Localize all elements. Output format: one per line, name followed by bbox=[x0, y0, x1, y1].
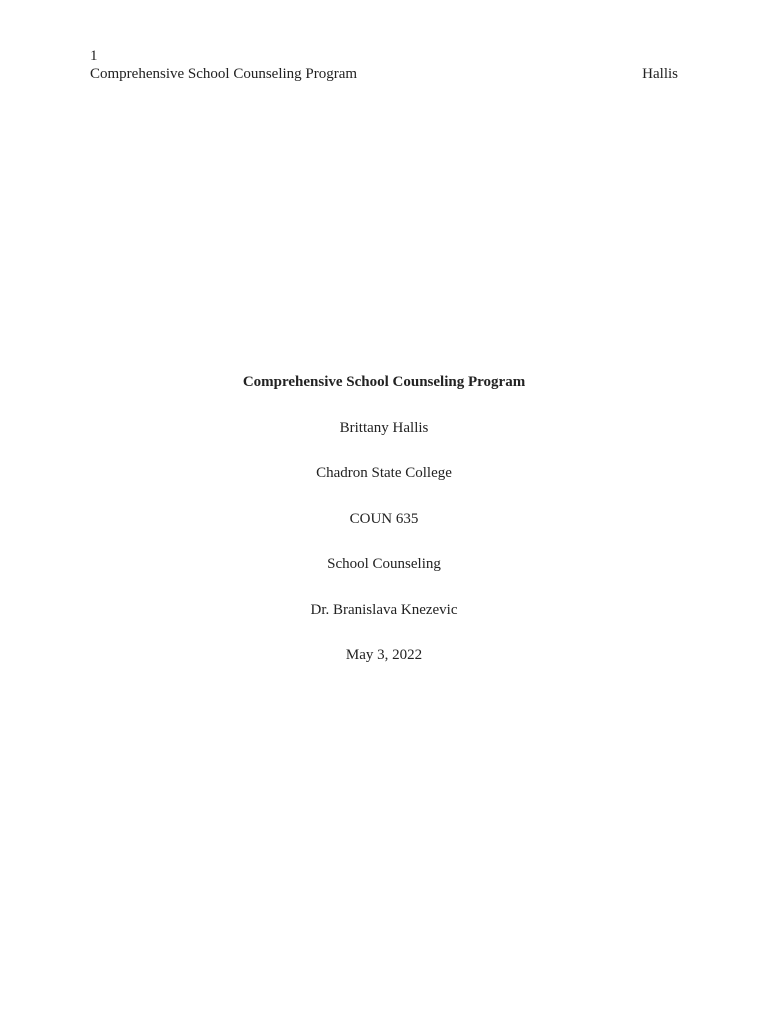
paper-title: Comprehensive School Counseling Program bbox=[242, 374, 526, 390]
running-head-author: Hallis bbox=[642, 66, 678, 82]
course-number: COUN 635 bbox=[349, 510, 419, 527]
page-number: 1 bbox=[90, 48, 98, 64]
author-name: Brittany Hallis bbox=[339, 419, 429, 436]
institution-name: Chadron State College bbox=[316, 465, 452, 481]
running-head-title: Comprehensive School Counseling Program bbox=[90, 66, 358, 82]
course-name: School Counseling bbox=[327, 556, 441, 572]
title-block bbox=[0, 372, 768, 691]
instructor-name: Dr. Branislava Knezevic bbox=[310, 601, 458, 618]
running-head bbox=[90, 65, 678, 83]
submission-date: May 3, 2022 bbox=[345, 647, 423, 663]
